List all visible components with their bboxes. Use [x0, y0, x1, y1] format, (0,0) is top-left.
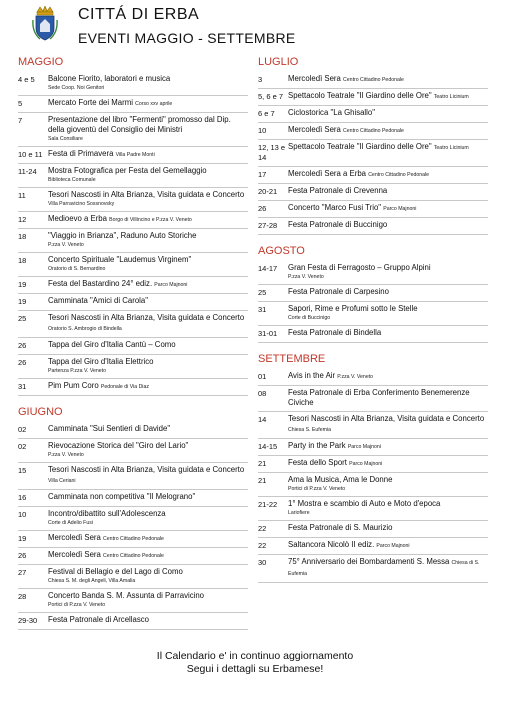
footer-line-2: Segui i dettagli su Erbamese!	[186, 663, 324, 675]
event-location: Portici di P.zza V. Veneto	[288, 486, 346, 492]
event-body	[48, 115, 248, 143]
event-row	[258, 497, 488, 521]
event-title	[48, 279, 248, 290]
event-title-text: Ciclostorica "La Ghisallo"	[288, 108, 376, 117]
event-body	[48, 615, 248, 626]
event-title-text: 75° Anniversario dei Bombardamenti S. Messa	[288, 557, 450, 566]
event-body	[288, 287, 488, 298]
event-title-text: Tesori Nascosti in Alta Brianza, Visita guidata e Concerto	[288, 414, 485, 423]
event-row	[18, 96, 248, 113]
event-title	[288, 499, 488, 509]
event-title-text: Camminata "Sui Sentieri di Davide"	[48, 424, 171, 433]
event-title	[288, 186, 488, 196]
event-body	[48, 313, 248, 334]
event-date: 19	[18, 297, 27, 306]
event-title	[48, 591, 248, 601]
section-title-settembre: SETTEMBRE	[258, 353, 326, 365]
event-location: Centro Cittadino Pedonale	[343, 77, 404, 83]
event-body	[288, 328, 488, 339]
event-row	[258, 538, 488, 555]
event-body	[48, 231, 248, 249]
event-list-giugno	[18, 422, 248, 630]
event-body	[288, 557, 488, 579]
event-title-text: Mercoledì Sera	[48, 550, 101, 559]
event-body	[288, 371, 488, 382]
event-date: 15	[18, 466, 27, 475]
event-body	[288, 74, 488, 85]
event-title	[48, 231, 248, 241]
event-title-text: Festa del Bastardino 24° ediz.	[48, 279, 153, 288]
event-row	[18, 422, 248, 439]
event-date: 30	[258, 558, 267, 567]
event-body	[48, 166, 248, 184]
event-body	[288, 91, 488, 102]
event-date: 08	[258, 389, 267, 398]
event-date: 02	[18, 425, 27, 434]
event-location: Corte di Buccinigo	[288, 315, 331, 321]
event-location: Centro Cittadino Pedonale	[103, 536, 164, 542]
event-title	[288, 458, 488, 469]
section-title-maggio: MAGGIO	[18, 56, 64, 68]
event-row	[18, 147, 248, 164]
event-location: Corso xxv aprile	[135, 101, 173, 107]
event-body	[288, 523, 488, 534]
event-date: 11	[18, 191, 26, 200]
event-date: 7	[18, 116, 23, 125]
event-row	[18, 229, 248, 253]
event-title	[48, 74, 248, 84]
event-date: 12, 13 e 14	[258, 143, 286, 162]
event-row	[258, 106, 488, 123]
left-column	[18, 54, 248, 630]
event-title-text: Tesori Nascosti in Alta Brianza, Visita guidata e Concerto	[48, 190, 245, 199]
section-title-giugno: GIUGNO	[18, 406, 63, 418]
event-body	[48, 255, 248, 273]
event-row	[258, 72, 488, 89]
event-body	[48, 424, 248, 435]
event-body	[48, 591, 248, 609]
event-location: Villa Padre Monti	[115, 152, 155, 158]
event-title-text: Festa Patronale di Arcellasco	[48, 615, 149, 624]
event-location: Portici di P.zza V. Veneto	[48, 602, 106, 608]
event-title-text: Camminata "Amici di Carola"	[48, 296, 148, 305]
event-date: 5	[18, 99, 23, 108]
event-row	[18, 338, 248, 355]
event-date: 26	[18, 358, 27, 367]
event-body	[48, 441, 248, 459]
event-date: 14	[258, 415, 267, 424]
event-location: Parco Majnoni	[154, 282, 188, 288]
event-date: 22	[258, 541, 267, 550]
event-body	[48, 149, 248, 160]
event-title-text: Mercoledì Sera	[288, 74, 341, 83]
event-body	[48, 567, 248, 585]
event-date: 14-17	[258, 264, 278, 273]
event-title-text: Festa Patronale di Erba Conferimento Benemerenze Civiche	[288, 388, 470, 407]
event-title	[48, 567, 248, 577]
event-title	[48, 465, 248, 486]
event-location: Chiesa S. M. degli Angeli, Villa Amalia	[48, 578, 136, 584]
event-location: Teatro Licinium	[433, 145, 469, 151]
event-row	[18, 164, 248, 188]
event-title	[48, 424, 248, 434]
event-body	[288, 125, 488, 136]
event-date: 01	[258, 372, 267, 381]
event-row	[18, 379, 248, 396]
event-title	[288, 540, 488, 551]
event-title	[48, 214, 248, 225]
event-row	[258, 261, 488, 285]
event-title	[48, 190, 248, 200]
event-body	[48, 550, 248, 561]
event-title-text: Mercoledì Sera	[48, 533, 101, 542]
event-row	[18, 277, 248, 294]
event-date: 6 e 7	[258, 109, 275, 118]
event-row	[258, 326, 488, 343]
event-title	[288, 108, 488, 118]
event-title-text: Mercoledì Sera	[288, 125, 341, 134]
event-date: 31-01	[258, 329, 278, 338]
event-list-luglio	[258, 72, 488, 235]
event-date: 12	[18, 215, 27, 224]
event-location: Centro Cittadino Pedonale	[343, 128, 404, 134]
event-title-text: Party in the Park	[288, 441, 346, 450]
event-location: Pedonale di Via Diaz	[100, 384, 149, 390]
event-body	[48, 296, 248, 307]
event-title	[288, 441, 488, 452]
event-row	[258, 184, 488, 201]
event-location: Partenza P.zza V. Veneto	[48, 368, 106, 374]
event-row	[258, 386, 488, 412]
event-location: P.zza V. Veneto	[288, 274, 324, 280]
event-title	[48, 255, 248, 265]
event-list-settembre	[258, 369, 488, 583]
event-title-text: Concerto Banda S. M. Assunta di Parravicino	[48, 591, 205, 600]
event-body	[48, 98, 248, 109]
event-location: P.zza V. Veneto	[48, 452, 84, 458]
event-title	[48, 340, 248, 350]
event-location: Teatro Licinium	[433, 94, 469, 100]
event-body	[288, 414, 488, 435]
event-date: 4 e 5	[18, 75, 35, 84]
event-title	[288, 414, 488, 435]
event-title	[288, 557, 488, 579]
event-body	[288, 186, 488, 197]
event-row	[18, 531, 248, 548]
event-row	[258, 140, 488, 167]
event-title-text: Festival di Bellagio e del Lago di Como	[48, 567, 183, 576]
event-date: 3	[258, 75, 263, 84]
event-location: Villa Ceriani	[48, 478, 76, 484]
event-title	[288, 388, 488, 408]
event-body	[288, 475, 488, 493]
event-title-text: Ama la Musica, Ama le Donne	[288, 475, 393, 484]
event-title-text: Tappa del Giro d'Italia Elettrico	[48, 357, 154, 366]
event-title-text: Mercoledì Sera a Erba	[288, 169, 367, 178]
event-body	[288, 304, 488, 322]
event-body	[288, 169, 488, 180]
event-title	[48, 381, 248, 392]
event-row	[258, 123, 488, 140]
event-row	[18, 490, 248, 507]
event-title	[48, 550, 248, 561]
event-title	[288, 91, 488, 102]
event-list-agosto	[258, 261, 488, 343]
event-body	[48, 340, 248, 351]
event-title-text: Medioevo a Erba	[48, 214, 107, 223]
right-column	[258, 54, 488, 583]
event-title-text: Festa di Primavera	[48, 149, 114, 158]
event-body	[288, 263, 488, 281]
event-row	[258, 285, 488, 302]
event-location: Borgo di Villincino e P.zza V. Veneto	[109, 217, 192, 223]
event-date: 5, 6 e 7	[258, 92, 284, 101]
event-title-text: Concerto "Marco Fusi Trio"	[288, 203, 382, 212]
event-location: Corte di Adelio Fusi	[48, 520, 93, 526]
event-title-text: Tesori Nascosti in Alta Brianza, Visita guidata e Concerto	[48, 313, 245, 322]
event-row	[258, 302, 488, 326]
event-title-text: Pim Pum Coro	[48, 381, 99, 390]
event-date: 26	[258, 204, 267, 213]
event-date: 31	[18, 382, 27, 391]
footer-note	[0, 650, 510, 676]
event-date: 20-21	[258, 187, 278, 196]
event-title-text: Festa Patronale di Carpesino	[288, 287, 389, 296]
event-title-text: Presentazione del libro "Fermenti" promosso dal Dip. della gioventù del Consiglio dei Ministri	[48, 115, 231, 134]
event-row	[258, 369, 488, 386]
page-header	[30, 6, 490, 50]
event-row	[18, 113, 248, 147]
event-row	[18, 565, 248, 589]
event-date: 26	[18, 341, 27, 350]
event-row	[18, 294, 248, 311]
event-title-text: Gran Festa di Ferragosto – Gruppo Alpini	[288, 263, 431, 272]
event-location: Parco Majnoni	[349, 461, 383, 467]
event-row	[258, 89, 488, 106]
event-date: 25	[258, 288, 267, 297]
event-date: 21	[258, 459, 267, 468]
event-body	[48, 381, 248, 392]
event-body	[48, 214, 248, 225]
event-title	[48, 533, 248, 544]
event-location: Parco Majnoni	[383, 206, 417, 212]
event-row	[258, 439, 488, 456]
event-title	[48, 149, 248, 160]
event-title-text: Festa dello Sport	[288, 458, 347, 467]
event-body	[288, 220, 488, 231]
town-crest-icon	[32, 6, 58, 42]
event-title-text: Saltancora Nicolò II ediz.	[288, 540, 375, 549]
section-title-agosto: AGOSTO	[258, 245, 305, 257]
event-date: 02	[18, 442, 27, 451]
event-title-text: Spettacolo Teatrale "Il Giardino delle Ore"	[288, 91, 432, 100]
event-row	[18, 188, 248, 212]
event-body	[48, 74, 248, 92]
event-date: 19	[18, 534, 27, 543]
event-date: 10	[18, 510, 27, 519]
event-date: 10 e 11	[18, 150, 43, 159]
event-location: Lariofiere	[288, 510, 310, 516]
event-title	[48, 166, 248, 176]
event-date: 21	[258, 476, 267, 485]
event-location: Chiesa S. Eufemia	[288, 427, 331, 433]
event-title	[48, 441, 248, 451]
event-date: 27	[18, 568, 27, 577]
event-title	[288, 142, 488, 153]
event-date: 26	[18, 551, 27, 560]
event-row	[18, 463, 248, 490]
event-date: 22	[258, 524, 267, 533]
event-row	[18, 439, 248, 463]
event-body	[288, 499, 488, 517]
event-date: 14-15	[258, 442, 278, 451]
event-row	[18, 72, 248, 96]
event-date: 16	[18, 493, 27, 502]
event-title	[48, 615, 248, 625]
event-date: 28	[18, 592, 27, 601]
event-body	[48, 509, 248, 527]
event-title-text: "Viaggio in Brianza", Raduno Auto Storiche	[48, 231, 197, 240]
event-body	[288, 108, 488, 119]
event-row	[18, 589, 248, 613]
event-body	[288, 142, 488, 163]
event-title-text: Rievocazione Storica del "Giro del Lario"	[48, 441, 189, 450]
event-row	[258, 521, 488, 538]
event-title	[288, 74, 488, 85]
event-title-text: Spettacolo Teatrale "Il Giardino delle Ore"	[288, 142, 432, 151]
event-list-maggio	[18, 72, 248, 396]
page-title: CITTÁ DI ERBA	[78, 6, 200, 23]
event-location: P.zza V. Veneto	[48, 242, 84, 248]
event-body	[288, 388, 488, 408]
event-row	[18, 212, 248, 229]
event-row	[258, 412, 488, 439]
event-body	[48, 279, 248, 290]
event-title-text: Festa Patronale di Buccinigo	[288, 220, 388, 229]
event-date: 31	[258, 305, 267, 314]
event-row	[18, 507, 248, 531]
event-location: Sede Coop. Noi Genitori	[48, 85, 105, 91]
event-body	[48, 533, 248, 544]
event-location: Oratorio S. Ambrogio di Bindella	[48, 326, 122, 332]
event-title	[288, 523, 488, 533]
event-body	[48, 465, 248, 486]
event-date: 21-22	[258, 500, 278, 509]
event-title-text: Mostra Fotografica per Festa del Gemellaggio	[48, 166, 207, 175]
event-row	[258, 473, 488, 497]
event-location: Villa Parravicino Sossnovsky	[48, 201, 115, 207]
event-title-text: Balcone Fiorito, laboratori e musica	[48, 74, 171, 83]
event-location: Oratorio di S. Bernardino	[48, 266, 106, 272]
event-title	[288, 220, 488, 230]
event-row	[258, 218, 488, 235]
event-title-text: Festa Patronale di S. Maurizio	[288, 523, 393, 532]
event-title-text: Sapori, Rime e Profumi sotto le Stelle	[288, 304, 418, 313]
event-title	[288, 328, 488, 338]
event-title-text: Festa Patronale di Crevenna	[288, 186, 388, 195]
event-title-text: Avis in the Air	[288, 371, 336, 380]
event-row	[18, 613, 248, 630]
event-title	[288, 304, 488, 314]
footer-line-1: Il Calendario e' in continuo aggiornamento	[156, 650, 354, 662]
event-date: 25	[18, 314, 27, 323]
event-location: Biblioteca Comunale	[48, 177, 96, 183]
event-title	[288, 169, 488, 180]
event-title	[288, 263, 488, 273]
event-row	[18, 355, 248, 379]
event-location: P.zza V. Veneto	[337, 374, 374, 380]
event-title-text: Mercato Forte dei Marmi	[48, 98, 133, 107]
event-row	[258, 201, 488, 218]
event-body	[48, 492, 248, 503]
event-body	[48, 357, 248, 375]
event-date: 19	[18, 280, 27, 289]
event-title	[288, 475, 488, 485]
event-title	[48, 98, 248, 109]
event-title	[288, 287, 488, 297]
event-title-text: Festa Patronale di Bindella	[288, 328, 382, 337]
event-title	[48, 296, 248, 306]
page-subtitle: EVENTI MAGGIO - SETTEMBRE	[78, 30, 296, 46]
event-date: 10	[258, 126, 267, 135]
event-row	[258, 555, 488, 583]
event-title	[48, 509, 248, 519]
event-location: Parco Majnoni	[347, 444, 381, 450]
event-row	[18, 548, 248, 565]
event-title-text: Concerto Spirituale "Laudemus Virginem"	[48, 255, 192, 264]
event-title-text: Camminata non competitiva "Il Melograno"	[48, 492, 196, 501]
event-location: Centro Cittadino Pedonale	[103, 553, 164, 559]
event-date: 11-24	[18, 167, 37, 176]
event-title	[288, 371, 488, 382]
event-title-text: Incontro/dibattito sull'Adolescenza	[48, 509, 166, 518]
event-title	[48, 357, 248, 367]
event-body	[288, 540, 488, 551]
event-body	[288, 458, 488, 469]
event-row	[258, 456, 488, 473]
event-date: 18	[18, 256, 27, 265]
event-date: 29-30	[18, 616, 38, 625]
event-date: 27-28	[258, 221, 278, 230]
event-title-text: 1° Mostra e scambio di Auto e Moto d'epoca	[288, 499, 441, 508]
event-title	[288, 203, 488, 214]
event-row	[18, 253, 248, 277]
section-title-luglio: LUGLIO	[258, 56, 299, 68]
event-date: 17	[258, 170, 267, 179]
event-title	[48, 115, 248, 135]
event-location: Sala Consiliare	[48, 136, 83, 142]
event-title-text: Tesori Nascosti in Alta Brianza, Visita guidata e Concerto	[48, 465, 245, 474]
event-body	[48, 190, 248, 208]
event-body	[288, 441, 488, 452]
event-title	[48, 313, 248, 334]
event-title	[48, 492, 248, 502]
event-title	[288, 125, 488, 136]
event-row	[258, 167, 488, 184]
event-location: Chiesa di S. Eufemia	[288, 560, 480, 577]
event-date: 18	[18, 232, 27, 241]
event-row	[18, 311, 248, 338]
event-body	[288, 203, 488, 214]
event-location: Centro Cittadino Pedonale	[368, 172, 430, 178]
event-location: Parco Majnoni	[376, 543, 410, 549]
event-title-text: Tappa del Giro d'Italia Cantù – Como	[48, 340, 176, 349]
